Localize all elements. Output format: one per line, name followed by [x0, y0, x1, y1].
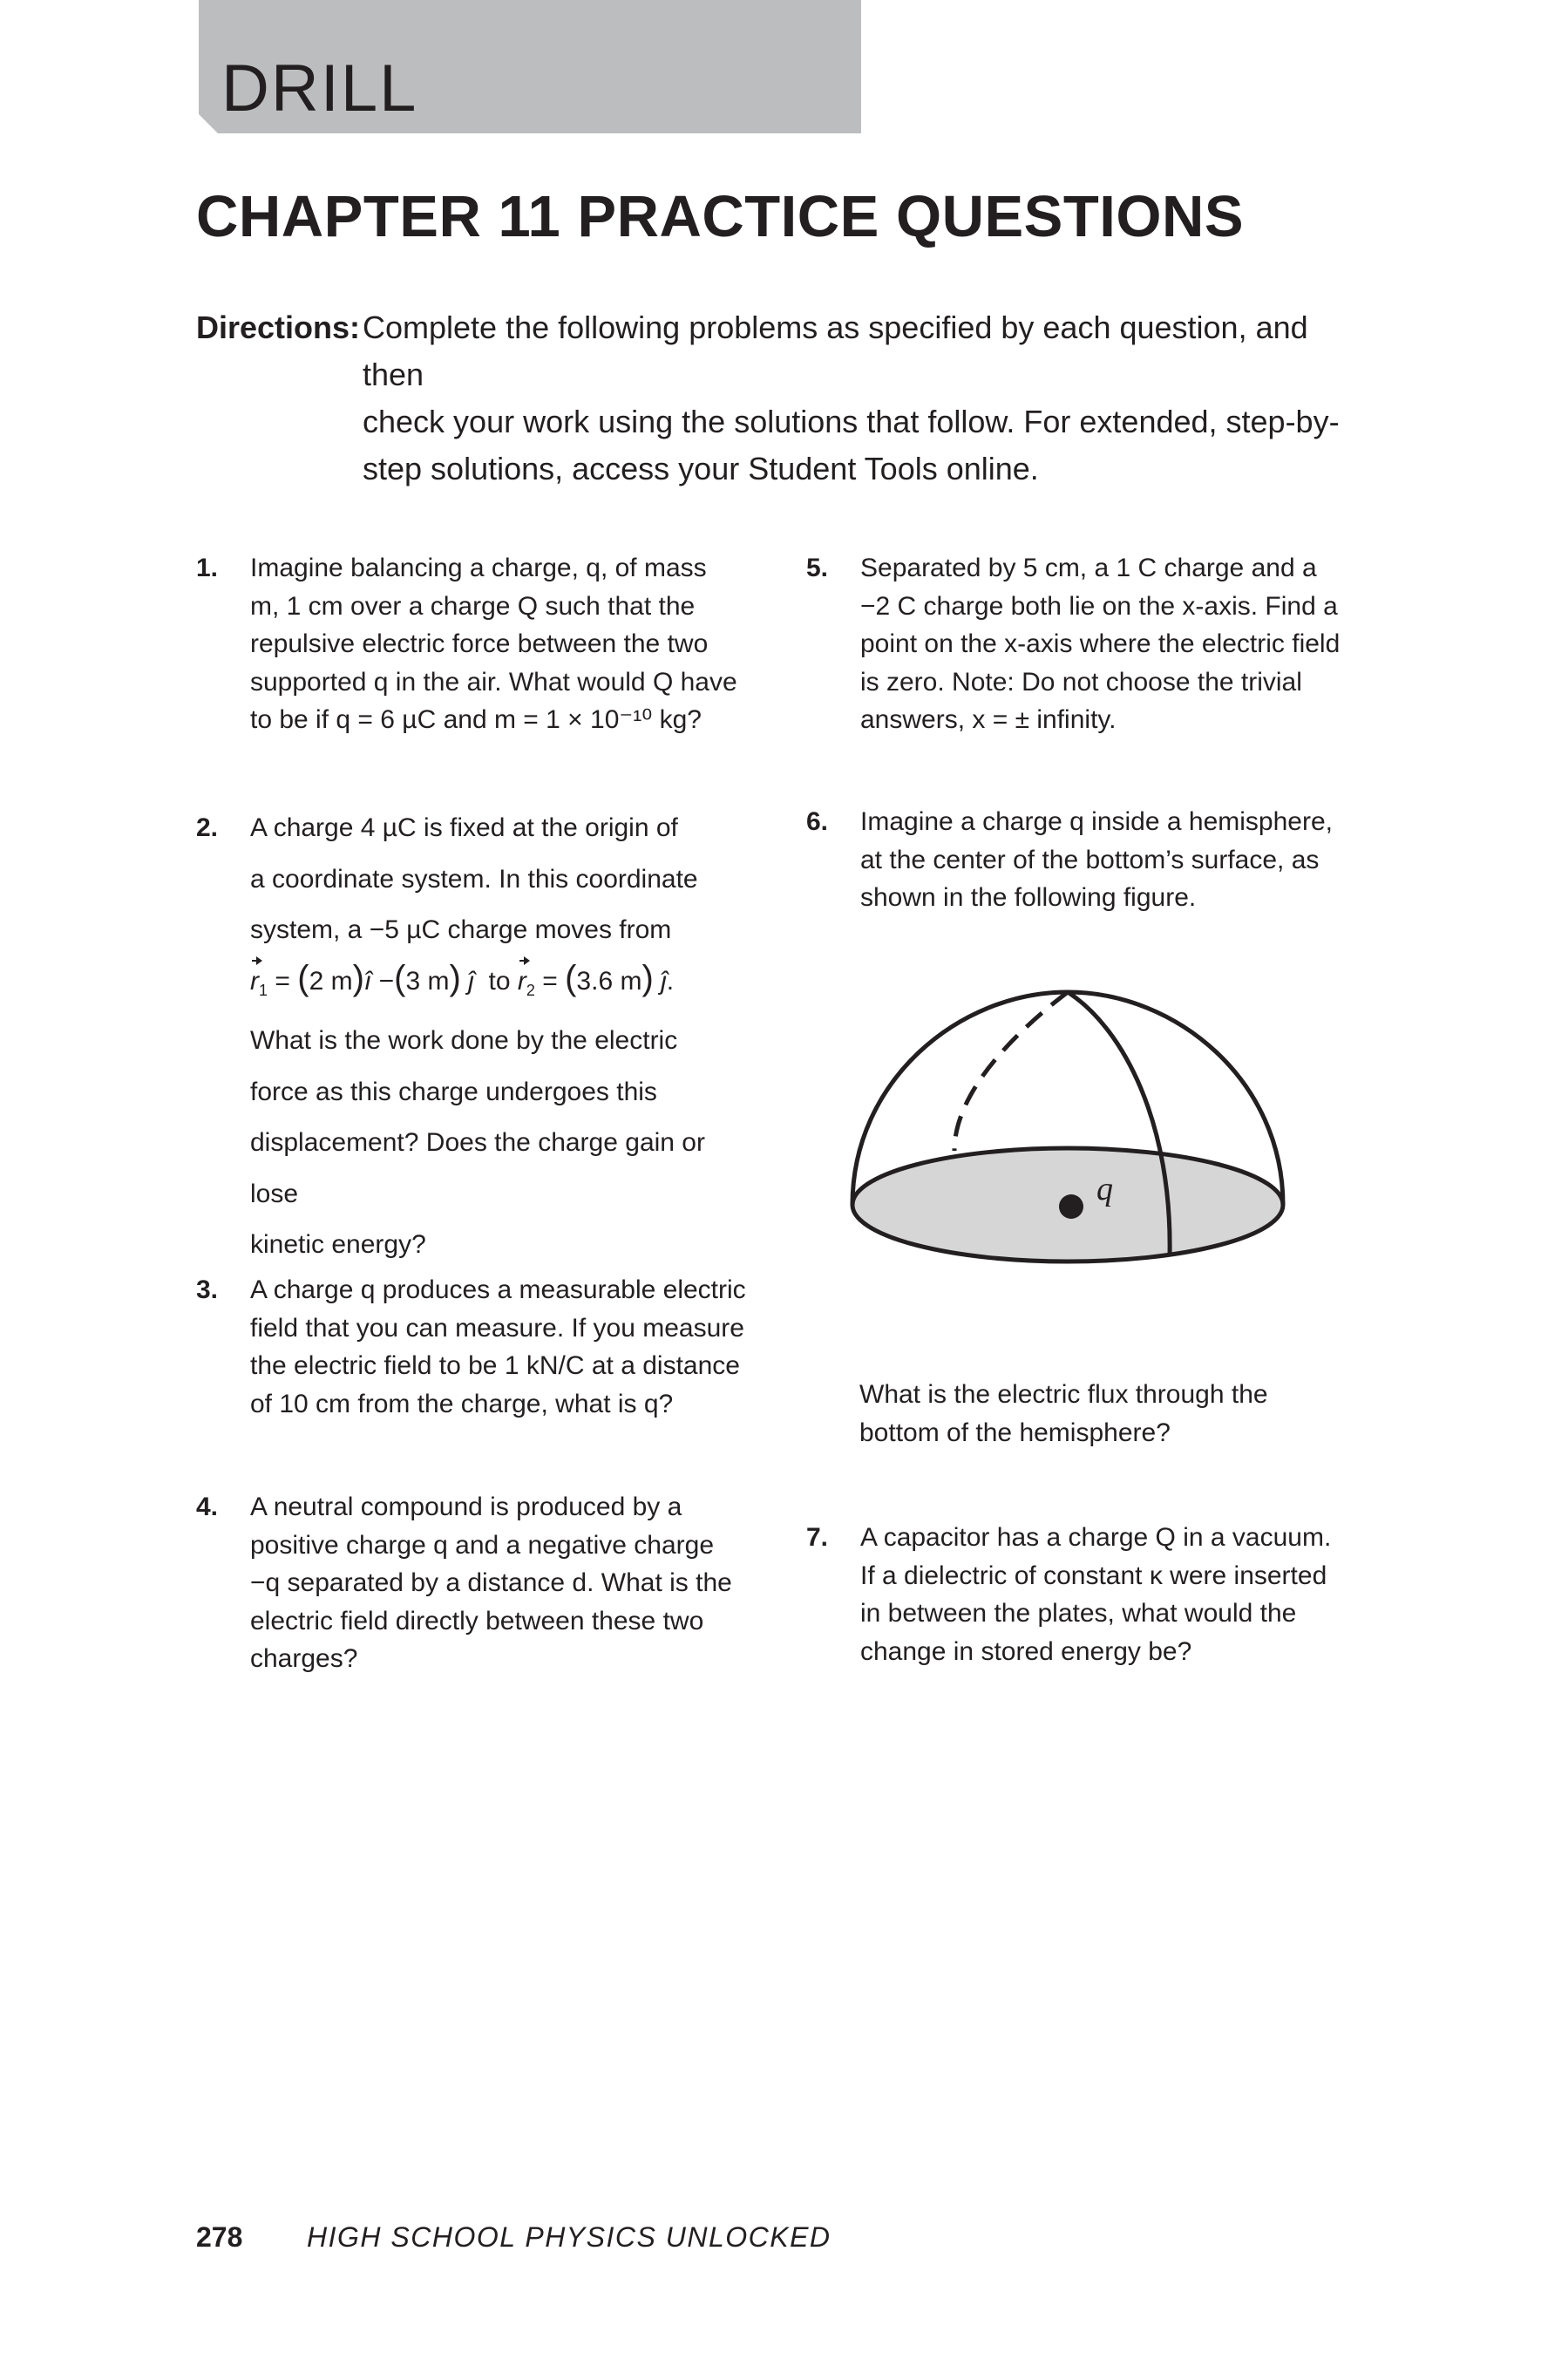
question-number: 7.	[806, 1523, 829, 1552]
question-number: 5.	[806, 554, 829, 582]
question-line: to be if q = 6 µC and m = 1 × 10⁻¹⁰ kg?	[250, 705, 702, 734]
book-title: HIGH SCHOOL PHYSICS UNLOCKED	[307, 2221, 832, 2253]
question-text	[860, 803, 1333, 917]
question-line: bottom of the hemisphere?	[859, 1418, 1171, 1447]
directions-line: check your work using the solutions that follow. For extended, step-by-	[363, 404, 1340, 439]
displacement-equation: $r_1 = (2$ m)î −(3 m) ĵ to $r_2 = (3.6$ m) ĵ.	[250, 956, 754, 1017]
question-line: What is the work done by the electric	[250, 1026, 678, 1055]
question-line: shown in the following figure.	[860, 883, 1197, 912]
directions-line: Complete the following problems as specified by each question, and then	[363, 309, 1308, 392]
question-line: charges?	[250, 1644, 358, 1673]
question-text	[250, 1488, 732, 1678]
question-line: of 10 cm from the charge, what is q?	[250, 1389, 674, 1418]
question-line: Separated by 5 cm, a 1 C charge and a	[860, 554, 1317, 582]
question-text	[250, 1271, 746, 1423]
question-6-continuation	[859, 1376, 1330, 1452]
question-line: supported q in the air. What would Q have	[250, 667, 737, 697]
question-line: A neutral compound is produced by a	[250, 1493, 682, 1521]
question-line: is zero. Note: Do not choose the trivial	[860, 667, 1302, 697]
directions-line: step solutions, access your Student Tools online.	[363, 451, 1039, 486]
charge-dot	[1059, 1194, 1083, 1219]
question-line: A charge q produces a measurable electric	[250, 1275, 746, 1304]
question-text	[860, 549, 1340, 739]
directions-text	[363, 304, 1347, 493]
question-line: Imagine a charge q inside a hemisphere,	[860, 807, 1333, 836]
question-number: 4.	[196, 1493, 219, 1521]
question-line: What is the electric flux through the	[859, 1380, 1268, 1409]
question-line: at the center of the bottom’s surface, as	[860, 845, 1320, 874]
page-number: 278	[196, 2221, 243, 2253]
drill-label: DRILL	[221, 51, 418, 126]
vector-r2: r	[518, 956, 526, 1008]
question-line: A capacitor has a charge Q in a vacuum.	[860, 1523, 1332, 1552]
question-line: If a dielectric of constant κ were inserted	[860, 1561, 1327, 1590]
question-line: the electric field to be 1 kN/C at a distance	[250, 1351, 740, 1380]
question-line: Imagine balancing a charge, q, of mass	[250, 554, 707, 582]
question-line: −2 C charge both lie on the x-axis. Find a	[860, 591, 1338, 621]
question-text	[250, 549, 737, 739]
question-number: 6.	[806, 807, 829, 836]
question-line: point on the x-axis where the electric field	[860, 629, 1341, 658]
question-line: kinetic energy?	[250, 1230, 426, 1259]
question-line: force as this charge undergoes this	[250, 1077, 657, 1106]
question-line: positive charge q and a negative charge	[250, 1530, 715, 1560]
question-line: answers, x = ± infinity.	[860, 705, 1117, 734]
question-line: field that you can measure. If you measure	[250, 1313, 744, 1343]
chapter-title: CHAPTER 11 PRACTICE QUESTIONS	[196, 184, 1245, 249]
question-line: system, a −5 µC charge moves from	[250, 915, 672, 944]
question-line: a coordinate system. In this coordinate	[250, 864, 698, 894]
question-text	[860, 1519, 1331, 1670]
hemisphere-figure	[837, 976, 1299, 1290]
question-line: electric field directly between these two	[250, 1606, 704, 1636]
question-line: m, 1 cm over a charge Q such that the	[250, 591, 696, 621]
charge-label: q	[1096, 1171, 1113, 1207]
question-line: displacement? Does the charge gain or lose	[250, 1128, 705, 1208]
question-text	[250, 803, 754, 1271]
question-line: −q separated by a distance d. What is the	[250, 1568, 732, 1597]
directions-label: Directions:	[196, 309, 361, 345]
question-number: 1.	[196, 554, 219, 582]
question-line: change in stored energy be?	[860, 1636, 1192, 1666]
question-line: in between the plates, what would the	[860, 1599, 1297, 1628]
question-line: repulsive electric force between the two	[250, 629, 709, 658]
vector-r1: r	[250, 956, 259, 1008]
question-number: 3.	[196, 1275, 219, 1304]
question-line: A charge 4 µC is fixed at the origin of	[250, 813, 678, 842]
question-number: 2.	[196, 813, 219, 842]
